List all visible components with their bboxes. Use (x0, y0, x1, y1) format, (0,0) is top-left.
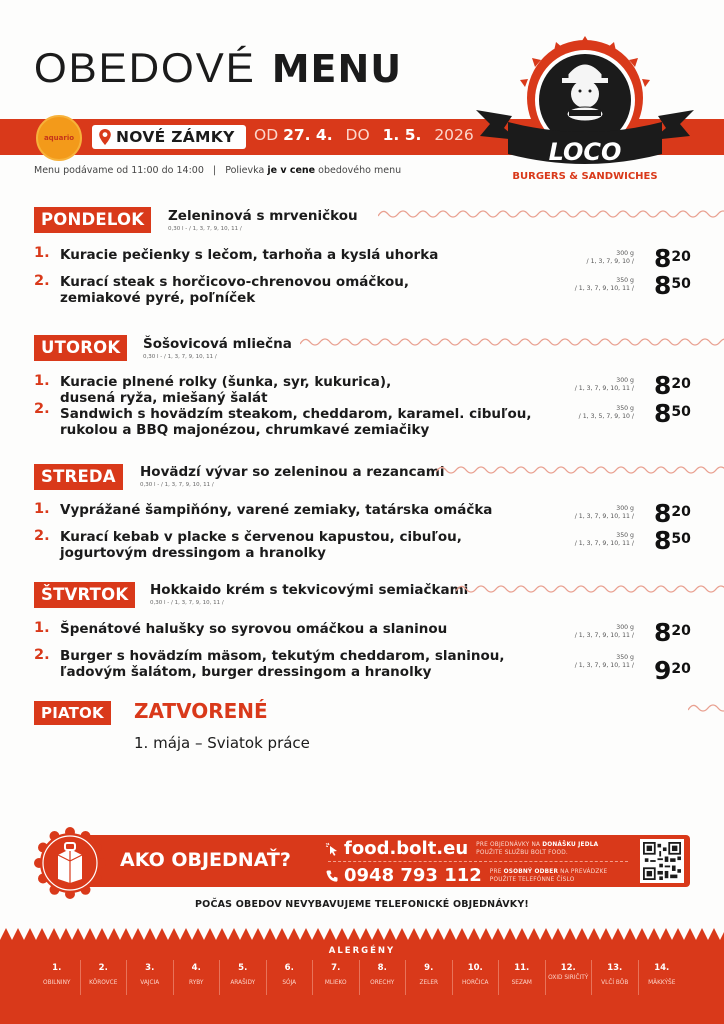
wave-divider (300, 336, 724, 348)
order-divider (328, 861, 628, 862)
loco-logo (472, 36, 698, 186)
item-price: $8^{20}$ (654, 371, 691, 400)
item-weight-allergens: 350 g / 1, 3, 5, 7, 9, 10 / (578, 405, 634, 420)
soup-name: Hokkaido krém s tekvicovými semiačkami (150, 582, 469, 598)
item-weight-allergens: 300 g / 1, 3, 7, 9, 10, 11 / (574, 624, 634, 639)
phone-orders-warning: POČAS OBEDOV NEVYBAVUJEME TELEFONICKÉ OBJEDNÁVKY! (195, 899, 529, 910)
date-from: 27. 4. (283, 126, 333, 144)
brand-name: LOCO (548, 138, 622, 166)
item-description: Burger s hovädzím mäsom, tekutým cheddarom, slaninou, ľadovým šalátom, burger dressingom a hranolky (60, 648, 505, 680)
item-price: $8^{20}$ (654, 499, 691, 528)
aquario-logo: aquario (36, 115, 82, 161)
allergen-item: 3. VAJCIA (127, 960, 174, 995)
item-description: Kuracie plnené rolky (šunka, syr, kukurica), dusená ryža, miešaný šalát (60, 374, 392, 406)
item-number: 1. (34, 501, 50, 517)
item-description: Sandwich s hovädzím steakom, cheddarom, karamel. cibuľou, rukolou a BBQ majonézou, chrumkavé zemiačiky (60, 406, 532, 438)
item-weight-allergens: 350 g / 1, 3, 7, 9, 10, 11 / (574, 532, 634, 547)
item-weight-allergens: 300 g / 1, 3, 7, 9, 10, 11 / (574, 377, 634, 392)
item-number: 2. (34, 647, 50, 663)
day-tag: PIATOK (34, 701, 111, 725)
order-title: AKO OBJEDNAŤ? (120, 849, 291, 871)
phone-number[interactable]: 0948 793 112 (344, 865, 482, 886)
wave-divider (456, 583, 724, 595)
item-number: 2. (34, 401, 50, 417)
bolt-food-link[interactable]: food.bolt.eu (344, 838, 469, 859)
takeaway-bag-icon (34, 827, 106, 899)
date-to-label: DO (345, 126, 370, 144)
title-light: OBEDOVÉ (34, 44, 256, 91)
soup-name: Zeleninová s mrveničkou (168, 208, 358, 224)
year: 2026 (434, 126, 474, 144)
item-price: $8^{20}$ (654, 618, 691, 647)
allergen-item: 8. ORECHY (360, 960, 407, 995)
item-weight-allergens: 350 g / 1, 3, 7, 9, 10, 11 / (574, 654, 634, 669)
allergen-item: 13. VLČÍ BÔB (592, 960, 639, 995)
soup-note-bold: je v cene (267, 165, 316, 176)
allergen-item: 2. KÔROVCE (81, 960, 128, 995)
allergen-item: 12. OXID SIRIČITÝ (546, 960, 593, 995)
wave-divider (436, 464, 724, 476)
soup-allergens: 0,30 l - / 1, 3, 7, 9, 10, 11 / (168, 226, 242, 232)
item-weight-allergens: 300 g / 1, 3, 7, 9, 10 / (586, 250, 634, 265)
item-description: Kuracie pečienky s lečom, tarhoňa a kyslá uhorka (60, 247, 439, 263)
qr-code-icon[interactable] (640, 839, 684, 883)
item-number: 2. (34, 273, 50, 289)
soup-name: Šošovicová mliečna (143, 336, 292, 352)
brand-tagline: BURGERS & SANDWICHES (512, 171, 658, 182)
wave-divider (378, 208, 724, 220)
item-weight-allergens: 350 g / 1, 3, 7, 9, 10, 11 / (574, 277, 634, 292)
title-bold: MENU (271, 47, 403, 91)
closed-status: ZATVORENÉ (134, 699, 268, 723)
soup-name: Hovädzí vývar so zeleninou a rezancami (140, 464, 445, 480)
allergen-item: 10. HORČICA (453, 960, 500, 995)
day-tag: UTOROK (34, 335, 127, 361)
holiday-reason: 1. mája – Sviatok práce (134, 734, 310, 752)
date-from-label: OD (254, 126, 279, 144)
phone-note: PRE OSOBNÝ ODBER NA PREVÁDZKE POUŽITE TELEFÓNNE ČÍSLO (489, 868, 608, 883)
allergen-item: 1. OBILNINY (34, 960, 81, 995)
date-to: 1. 5. (382, 126, 422, 144)
item-description: Kurací steak s horčicovo-chrenovou omáčkou, zemiakové pyré, poľníček (60, 274, 410, 306)
wave-divider (688, 702, 724, 714)
soup-allergens: 0,30 l - / 1, 3, 7, 9, 10, 11 / (140, 482, 214, 488)
allergen-item: 6. SÓJA (267, 960, 314, 995)
allergen-item: 11. SEZAM (499, 960, 546, 995)
serving-hours: Menu podávame od 11:00 do 14:00 (34, 165, 204, 176)
item-description: Vyprážané šampiňóny, varené zemiaky, tatárska omáčka (60, 502, 493, 518)
item-number: 2. (34, 528, 50, 544)
item-description: Kurací kebab v placke s červenou kapustou, cibuľou, jogurtovým dressingom a hranolky (60, 529, 462, 561)
item-number: 1. (34, 620, 50, 636)
soup-note-suffix: obedového menu (318, 165, 402, 176)
allergen-item: 9. ZELER (406, 960, 453, 995)
item-price: $8^{50}$ (654, 526, 691, 555)
item-price: $9^{20}$ (654, 656, 691, 685)
item-price: $8^{20}$ (654, 244, 691, 273)
allergen-item: 4. RYBY (174, 960, 221, 995)
item-weight-allergens: 300 g / 1, 3, 7, 9, 10, 11 / (574, 505, 634, 520)
day-tag: ŠTVRTOK (34, 582, 135, 608)
cursor-click-icon (325, 842, 339, 856)
order-phone-row[interactable] (325, 865, 607, 886)
order-web-row[interactable] (325, 838, 598, 859)
day-tag: PONDELOK (34, 207, 151, 233)
allergen-item: 7. MLIEKO (313, 960, 360, 995)
item-price: $8^{50}$ (654, 399, 691, 428)
allergen-item: 14. MÄKKÝŠE (648, 963, 676, 986)
soup-allergens: 0,30 l - / 1, 3, 7, 9, 10, 11 / (150, 600, 224, 606)
location-pill (92, 125, 246, 149)
phone-icon (325, 869, 339, 883)
soup-allergens: 0,30 l - / 1, 3, 7, 9, 10, 11 / (143, 354, 217, 360)
web-note: PRE OBJEDNÁVKY NA DONÁŠKU JEDLA POUŽITE SLUŽBU BOLT FOOD. (476, 841, 599, 856)
city-name: NOVÉ ZÁMKY (116, 128, 235, 146)
location-pin-icon (98, 128, 112, 146)
item-price: $8^{50}$ (654, 271, 691, 300)
item-number: 1. (34, 373, 50, 389)
date-range (254, 126, 474, 144)
allergen-item: 5. ARAŠIDY (220, 960, 267, 995)
item-number: 1. (34, 245, 50, 261)
day-tag: STREDA (34, 464, 123, 490)
soup-note-prefix: Polievka (225, 165, 265, 176)
allergens-list (34, 960, 685, 995)
allergens-title: ALERGÉNY (328, 946, 396, 956)
page-title (34, 46, 402, 91)
serving-info (34, 165, 401, 176)
separator: | (212, 165, 217, 176)
item-description: Špenátové halušky so syrovou omáčkou a slaninou (60, 621, 448, 637)
